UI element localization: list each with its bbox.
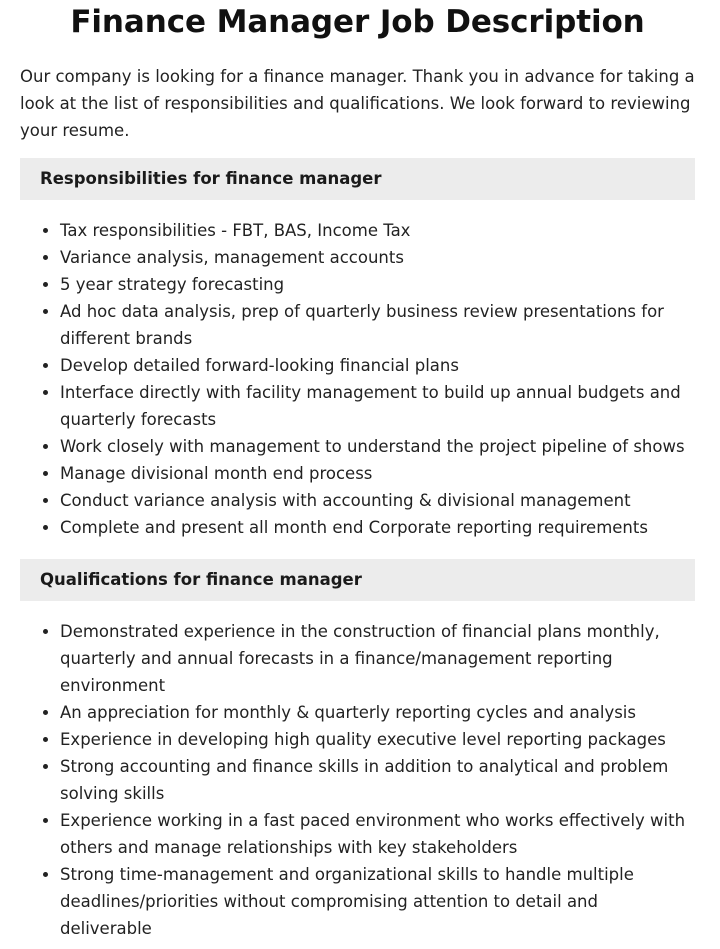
list-item: 5 year strategy forecasting [60, 271, 695, 298]
list-item: Manage divisional month end process [60, 460, 695, 487]
list-item: Strong accounting and finance skills in addition to analytical and problem solving skills [60, 753, 695, 807]
list-item: Ad hoc data analysis, prep of quarterly business review presentations for different brands [60, 298, 695, 352]
responsibilities-list [20, 217, 695, 541]
list-item: An appreciation for monthly & quarterly reporting cycles and analysis [60, 699, 695, 726]
list-item: Experience in developing high quality executive level reporting packages [60, 726, 695, 753]
page-title: Finance Manager Job Description [70, 4, 645, 40]
list-item: Demonstrated experience in the construction of financial plans monthly, quarterly and annual forecasts in a finance/management reporting environment [60, 618, 695, 699]
qualifications-list [20, 618, 695, 942]
list-item: Complete and present all month end Corporate reporting requirements [60, 514, 695, 541]
list-item: Work closely with management to understand the project pipeline of shows [60, 433, 695, 460]
list-item: Conduct variance analysis with accounting & divisional management [60, 487, 695, 514]
list-item: Develop detailed forward-looking financial plans [60, 352, 695, 379]
responsibilities-heading: Responsibilities for finance manager [20, 158, 695, 200]
list-item: Experience working in a fast paced environment who works effectively with others and manage relationships with key stakeholders [60, 807, 695, 861]
qualifications-heading: Qualifications for finance manager [20, 559, 695, 601]
list-item: Strong time-management and organizational skills to handle multiple deadlines/priorities without compromising attention to detail and deliverable [60, 861, 695, 942]
intro-paragraph: Our company is looking for a finance manager. Thank you in advance for taking a look at the list of responsibilities and qualifications. We look forward to reviewing your resume. [20, 67, 695, 140]
list-item: Tax responsibilities - FBT, BAS, Income Tax [60, 217, 695, 244]
list-item: Variance analysis, management accounts [60, 244, 695, 271]
list-item: Interface directly with facility management to build up annual budgets and quarterly forecasts [60, 379, 695, 433]
